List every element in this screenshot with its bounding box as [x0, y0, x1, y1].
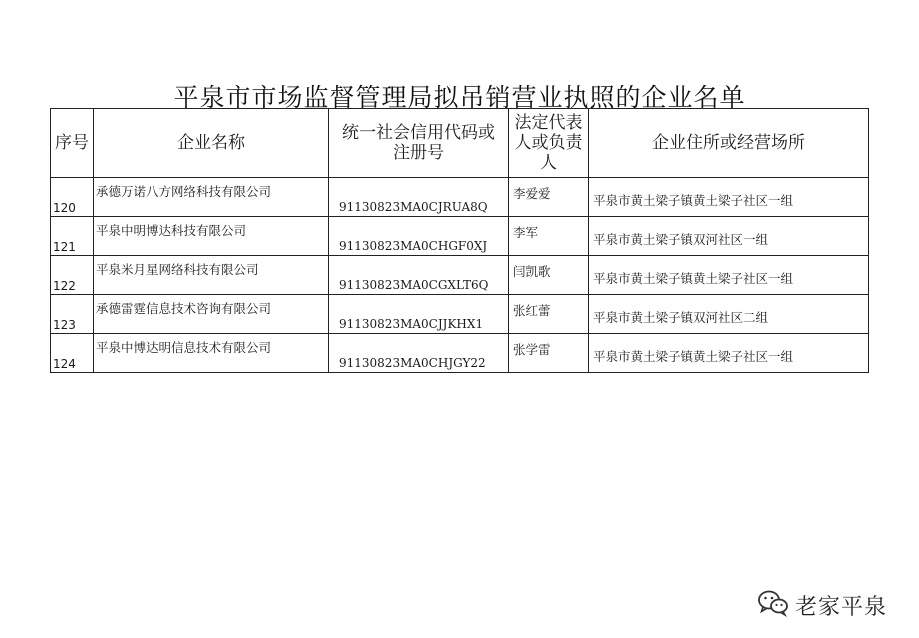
row-address: 平泉市黄土梁子镇黄土梁子社区一组 [589, 334, 869, 373]
header-code [329, 109, 509, 178]
table-row [51, 334, 869, 373]
table-row [51, 217, 869, 256]
row-person: 闫凯歌 [509, 256, 589, 295]
row-no: 121 [51, 217, 94, 256]
row-person: 李军 [509, 217, 589, 256]
enterprise-table [50, 108, 869, 373]
document-title: 平泉市市场监督管理局拟吊销营业执照的企业名单 [173, 83, 746, 112]
table-row [51, 256, 869, 295]
row-no: 124 [51, 334, 94, 373]
row-code: 91130823MA0CHJGY22 [329, 334, 509, 373]
row-no: 122 [51, 256, 94, 295]
table-row [51, 295, 869, 334]
row-address: 平泉市黄土梁子镇双河社区二组 [589, 295, 869, 334]
row-no: 123 [51, 295, 94, 334]
header-person-text: 法定代表人或负责人 [514, 113, 583, 173]
row-code: 91130823MA0CHGF0XJ [329, 217, 509, 256]
row-address: 平泉市黄土梁子镇双河社区一组 [589, 217, 869, 256]
row-code: 91130823MA0CJRUA8Q [329, 178, 509, 217]
row-code: 91130823MA0CJJKHX1 [329, 295, 509, 334]
row-name: 平泉中博达明信息技术有限公司 [94, 334, 329, 373]
row-person: 张红蕾 [509, 295, 589, 334]
header-code-text: 统一社会信用代码或注册号 [342, 123, 495, 163]
table-row [51, 178, 869, 217]
header-address: 企业住所或经营场所 [589, 109, 869, 178]
header-name: 企业名称 [94, 109, 329, 178]
row-no: 120 [51, 178, 94, 217]
row-name: 承德雷霆信息技术咨询有限公司 [94, 295, 329, 334]
row-name: 承德万诺八方网络科技有限公司 [94, 178, 329, 217]
row-address: 平泉市黄土梁子镇黄土梁子社区一组 [589, 178, 869, 217]
row-person: 张学雷 [509, 334, 589, 373]
header-no: 序号 [51, 109, 94, 178]
header-person [509, 109, 589, 178]
row-address: 平泉市黄土梁子镇黄土梁子社区一组 [589, 256, 869, 295]
watermark-text: 老家平泉 [794, 594, 887, 620]
wechat-icon [757, 589, 789, 621]
row-name: 平泉米月星网络科技有限公司 [94, 256, 329, 295]
row-name: 平泉中明博达科技有限公司 [94, 217, 329, 256]
row-code: 91130823MA0CGXLT6Q [329, 256, 509, 295]
watermark [757, 585, 887, 625]
row-person: 李爱爱 [509, 178, 589, 217]
table-header-row [51, 109, 869, 178]
